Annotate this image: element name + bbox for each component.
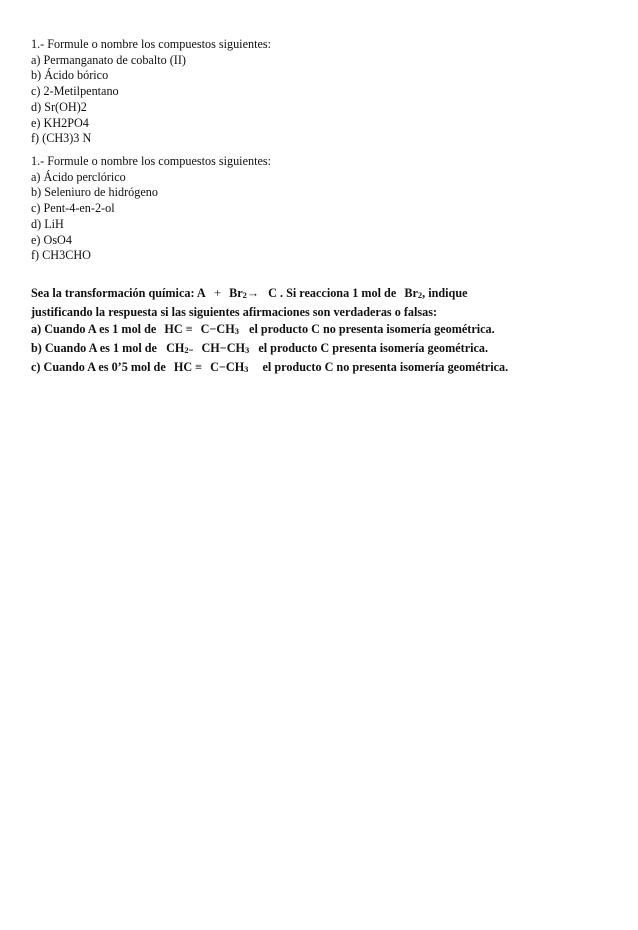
exercise-block-3: [31, 285, 611, 378]
statement-c: c) Cuando A es 0’5 mol de HC ≡ C−CH3 el producto C no presenta isomería geométrica.: [31, 360, 509, 374]
exercise-item: d) Sr(OH)2: [31, 99, 87, 114]
reaction-instruction: justificando la respuesta si las siguientes afirmaciones son verdaderas o falsas:: [31, 305, 438, 319]
exercise-heading: 1.- Formule o nombre los compuestos siguientes:: [31, 37, 272, 51]
exercise-item: b) Ácido bórico: [31, 68, 109, 83]
reaction-statement: Sea la transformación química: A + Br2→ C . Si reacciona 1 mol de Br2, indique: [31, 286, 468, 300]
exercise-item: e) OsO4: [31, 232, 72, 247]
exercise-item: b) Seleniuro de hidrógeno: [31, 185, 158, 200]
exercise-item: f) (CH3)3 N: [31, 131, 92, 146]
arrow-icon: →: [246, 286, 260, 300]
exercise-item: c) Pent-4-en-2-ol: [31, 201, 115, 216]
statement-b: b) Cuando A es 1 mol de CH2= CH−CH3 el producto C presenta isomería geométrica.: [31, 341, 489, 355]
exercise-block-1: [31, 37, 611, 147]
exercise-heading: 1.- Formule o nombre los compuestos siguientes:: [31, 154, 272, 168]
exercise-item: c) 2-Metilpentano: [31, 84, 119, 99]
exercise-item: d) LiH: [31, 216, 64, 231]
exercise-item: a) Ácido perclórico: [31, 169, 126, 184]
exercise-item: a) Permanganato de cobalto (II): [31, 52, 186, 67]
statement-a: a) Cuando A es 1 mol de HC ≡ C−CH3 el producto C no presenta isomería geométrica.: [31, 322, 495, 336]
exercise-item: e) KH2PO4: [31, 115, 89, 130]
exercise-block-2: [31, 154, 611, 264]
exercise-item: f) CH3CHO: [31, 248, 91, 263]
